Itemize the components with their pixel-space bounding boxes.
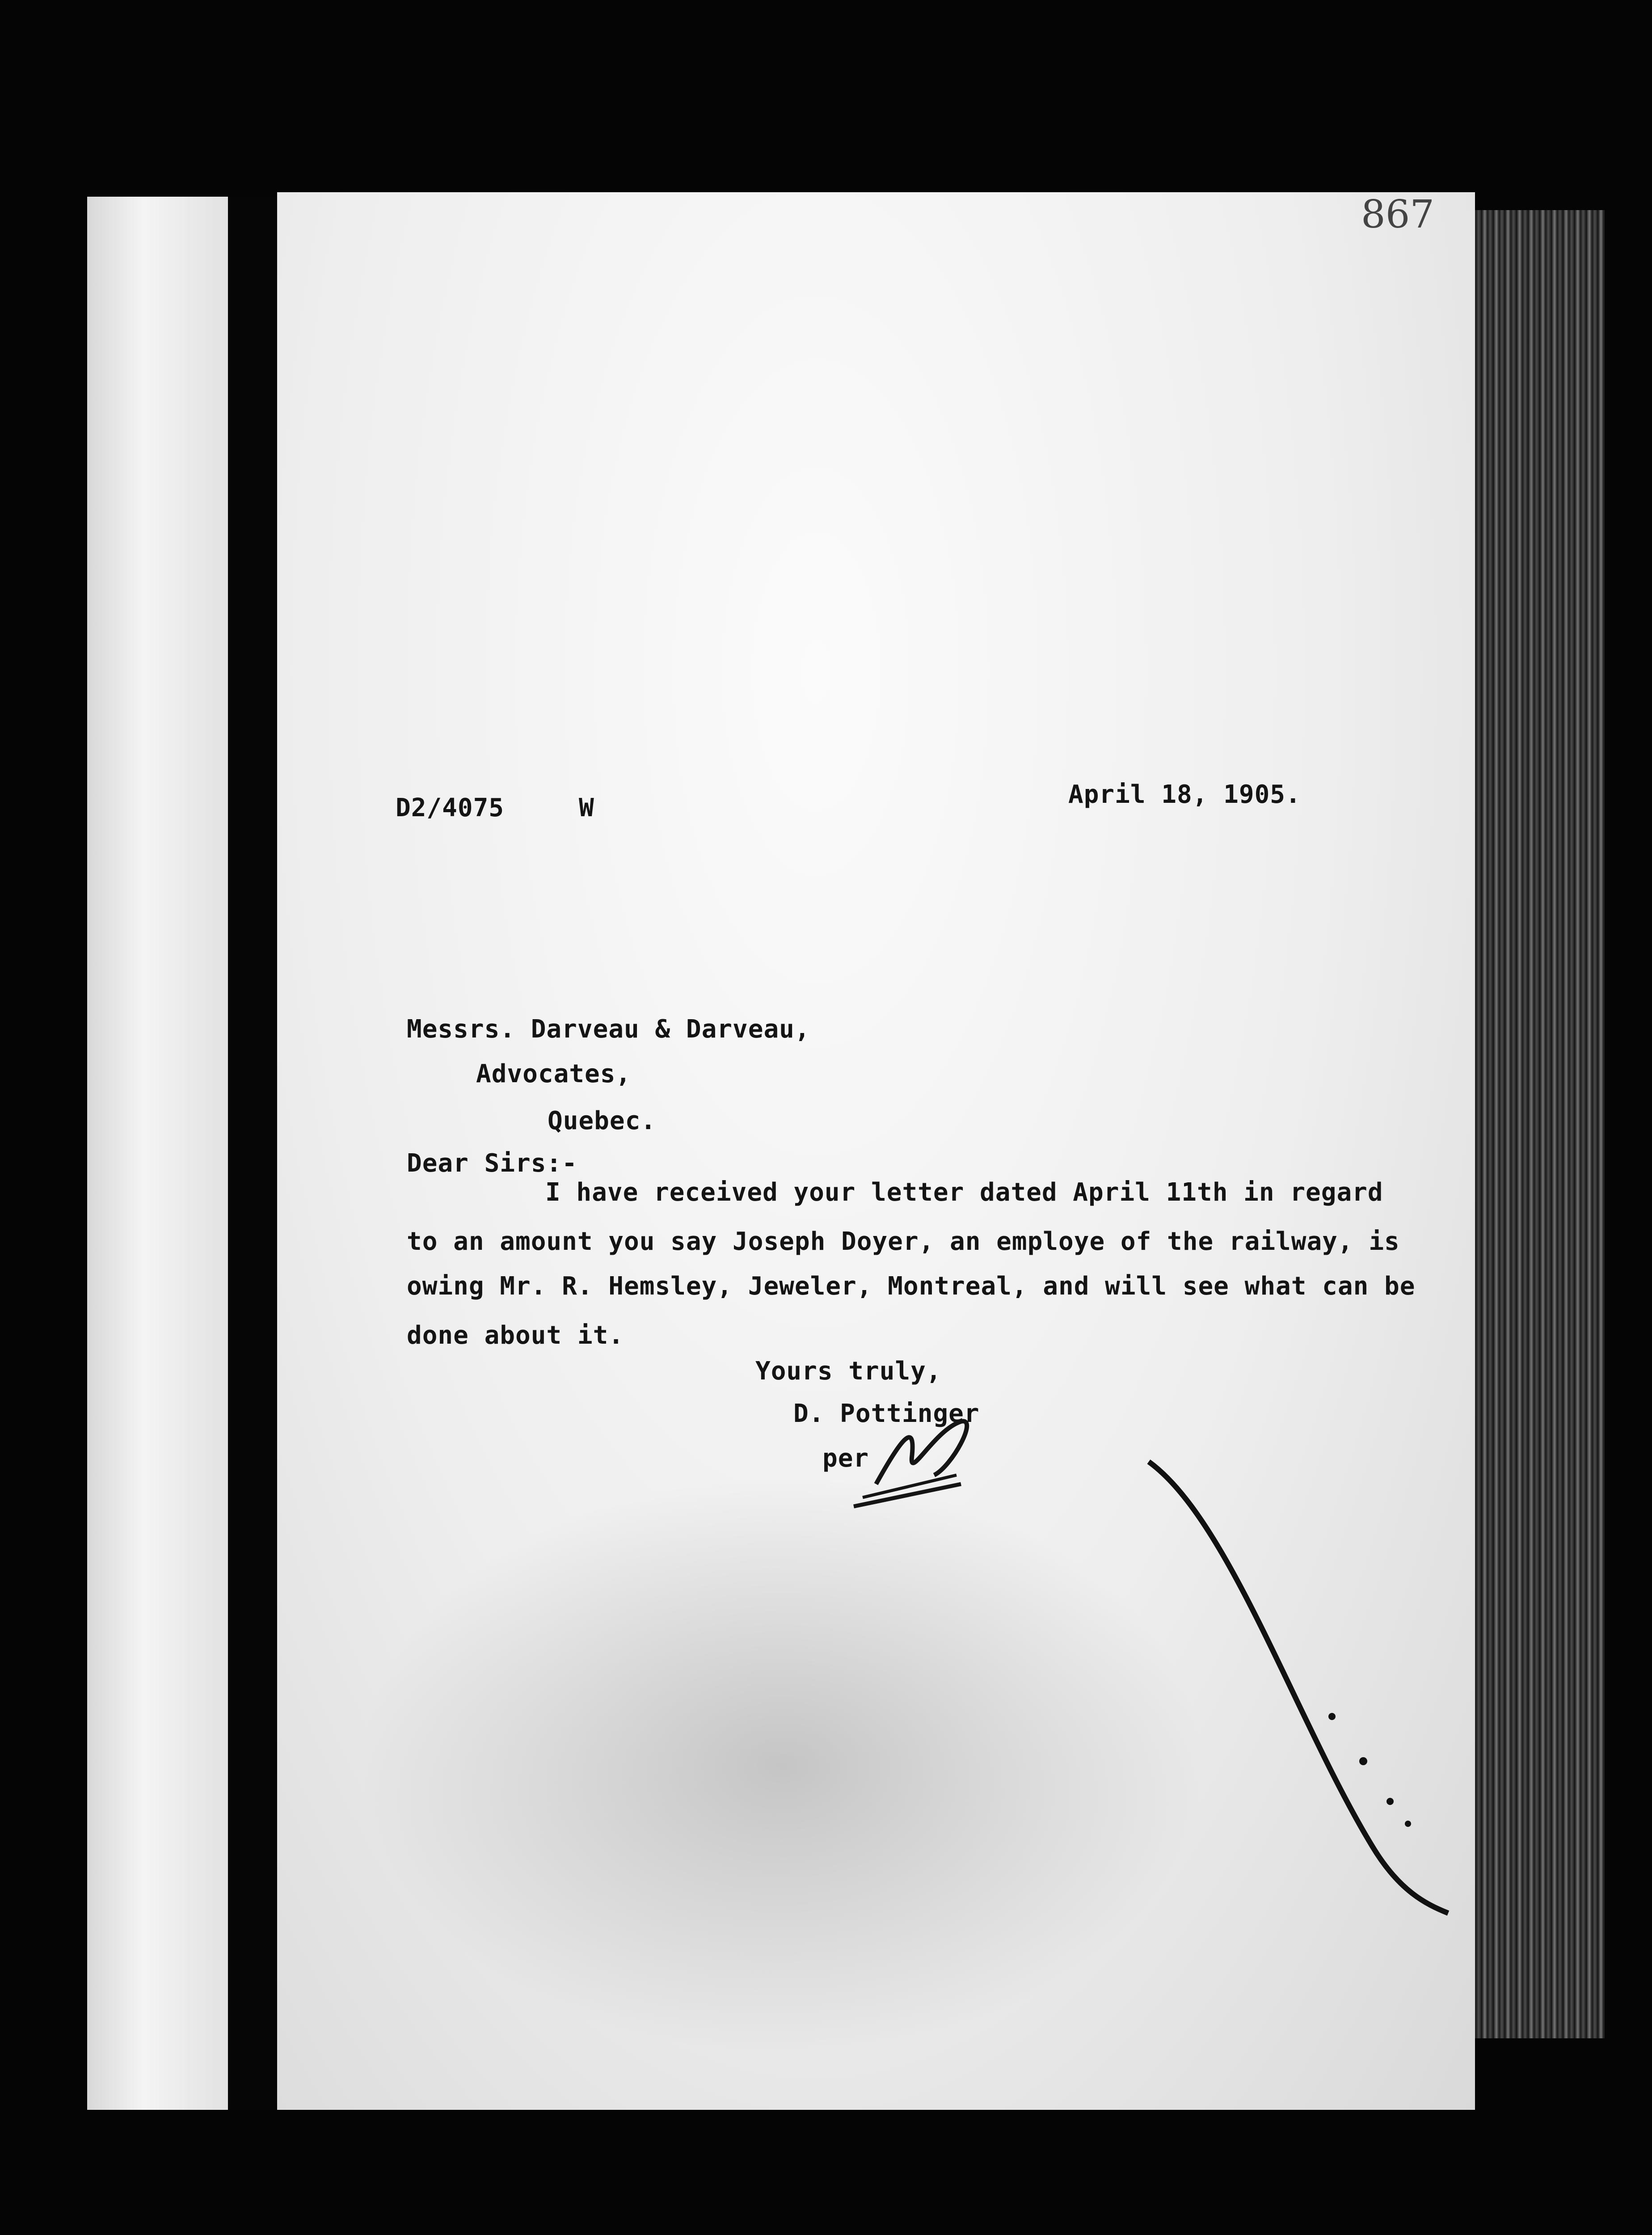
book-page-edges: [1471, 210, 1605, 2038]
body-line: owing Mr. R. Hemsley, Jeweler, Montreal, and will see what can be: [407, 1272, 1416, 1301]
recipient-title: Advocates,: [476, 1059, 632, 1088]
handwritten-initials: [845, 1390, 1006, 1515]
signer-name: D. Pottinger: [793, 1399, 980, 1428]
binding-gutter: [228, 197, 277, 2110]
per-label: per: [822, 1444, 869, 1473]
file-reference: D2/4075: [396, 793, 505, 822]
recipient-city: Quebec.: [548, 1106, 657, 1135]
letter-date: April 18, 1905.: [1068, 780, 1301, 809]
pen-stroke-mark: [1140, 1453, 1453, 1922]
page-stain: [358, 1475, 1207, 2056]
salutation: Dear Sirs:-: [407, 1149, 577, 1178]
page-number: 867: [1361, 192, 1435, 237]
closing: Yours truly,: [755, 1357, 942, 1386]
body-line: I have received your letter dated April 11th in regard: [545, 1178, 1383, 1207]
file-mark: W: [579, 793, 594, 822]
left-blank-sheet: [87, 197, 228, 2110]
body-line: to an amount you say Joseph Doyer, an employe of the railway, is: [407, 1227, 1400, 1256]
body-line: done about it.: [407, 1321, 624, 1350]
recipient-name: Messrs. Darveau & Darveau,: [407, 1015, 810, 1044]
